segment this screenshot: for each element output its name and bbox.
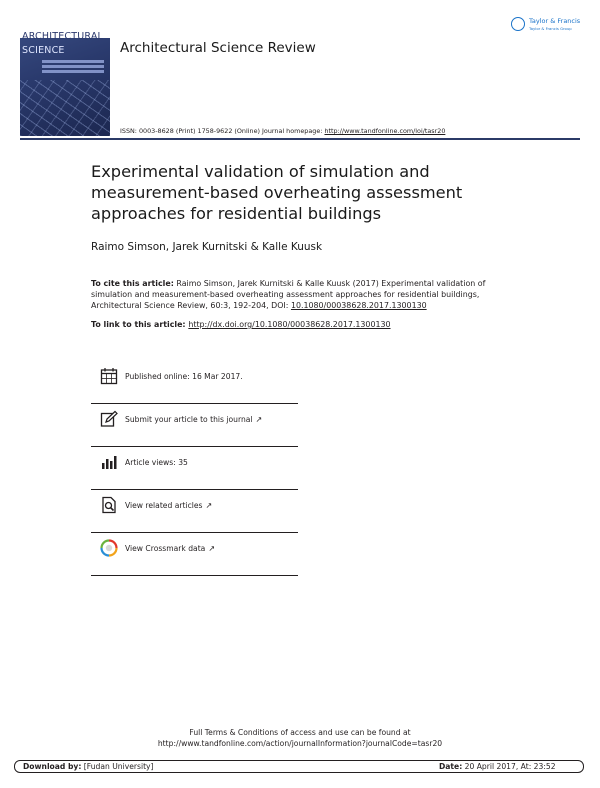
issn-text: ISSN: 0003-8628 (Print) 1758-9622 (Online) Journal homepage: (120, 127, 325, 135)
article-url-link[interactable]: http://dx.doi.org/10.1080/00038628.2017.1300130 (188, 320, 391, 329)
publisher-logo-icon (511, 17, 525, 31)
publisher-logo (511, 16, 583, 36)
edit-icon (100, 410, 118, 428)
download-info-bar (14, 760, 584, 773)
article-link-line (91, 320, 391, 329)
article-info-list (91, 361, 298, 576)
crossmark-icon (100, 539, 118, 557)
journal-homepage-link[interactable]: http://www.tandfonline.com/loi/tasr20 (324, 127, 446, 135)
issn-line (120, 127, 445, 135)
published-online-item (91, 361, 298, 404)
journal-cover-image (20, 16, 110, 136)
article-title (91, 161, 511, 224)
article-authors: Raimo Simson, Jarek Kurnitski & Kalle Kuusk (91, 241, 323, 253)
terms-notice (0, 727, 600, 749)
journal-name: Architectural Science Review (120, 40, 316, 56)
download-date-label: Date: (439, 762, 463, 771)
cite-line-2: simulation and measurement-based overheating assessment approaches for residential buildings, (91, 290, 480, 299)
related-articles-item[interactable] (91, 490, 298, 533)
cite-line-3: Architectural Science Review, 60:3, 192-204, DOI: (91, 301, 291, 310)
related-articles-icon (100, 496, 118, 514)
downloaded-by-value: [Fudan University] (81, 762, 154, 771)
cite-line-1: Raimo Simson, Jarek Kurnitski & Kalle Kuusk (2017) Experimental validation of (176, 279, 486, 288)
download-date-value: 20 April 2017, At: 23:52 (462, 762, 556, 771)
related-articles-link[interactable]: View related articles (125, 501, 203, 510)
cover-title-2: SCIENCE (22, 45, 65, 56)
published-online-label: Published online: 16 Mar 2017. (125, 372, 243, 381)
bar-chart-icon (100, 453, 118, 471)
doi-link[interactable]: 10.1080/00038628.2017.1300130 (290, 301, 427, 310)
article-title-line: approaches for residential buildings (91, 204, 382, 223)
publisher-tagline: Taylor & Francis Group (529, 26, 572, 31)
cite-label: To cite this article: (91, 279, 174, 288)
submit-article-item[interactable] (91, 404, 298, 447)
terms-url-link[interactable]: http://www.tandfonline.com/action/journalInformation?journalCode=tasr20 (157, 739, 443, 748)
publisher-name: Taylor & Francis (529, 17, 581, 25)
article-views-label: Article views: 35 (125, 458, 188, 467)
external-link-icon: ↗ (205, 501, 213, 510)
submit-article-link[interactable]: Submit your article to this journal (125, 415, 253, 424)
article-title-line: measurement-based overheating assessment (91, 183, 463, 202)
external-link-icon: ↗ (208, 544, 216, 553)
article-views-item (91, 447, 298, 490)
terms-line-1: Full Terms & Conditions of access and use can be found at (189, 728, 411, 737)
link-label: To link to this article: (91, 320, 189, 329)
article-title-line: Experimental validation of simulation and (91, 162, 430, 181)
downloaded-by-label: Download by: (23, 762, 82, 771)
crossmark-item[interactable] (91, 533, 298, 576)
crossmark-link[interactable]: View Crossmark data (125, 544, 206, 553)
calendar-icon (100, 367, 118, 385)
cover-title: ARCHITECTURAL (22, 31, 104, 42)
header-divider (20, 138, 580, 140)
external-link-icon: ↗ (255, 415, 263, 424)
citation-block (91, 278, 521, 311)
